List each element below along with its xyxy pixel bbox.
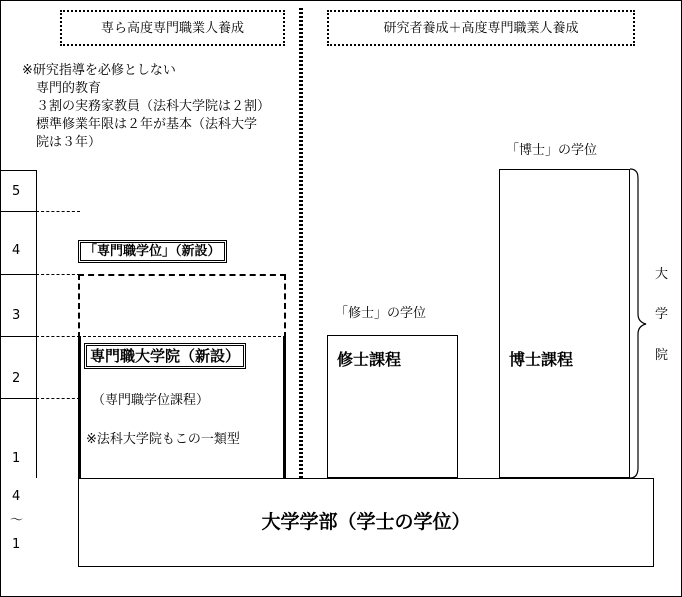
doctor-course-title: 博士課程 xyxy=(509,350,574,369)
note-line-5: 院は３年） xyxy=(36,135,102,150)
scale-tick xyxy=(0,398,36,399)
scale-tick xyxy=(0,336,36,337)
grad-bracket-char-2: 学 xyxy=(655,307,669,322)
header-professional-only: 専ら高度専門職業人養成 xyxy=(60,10,285,46)
scale-label-3: 3 xyxy=(12,308,21,323)
central-divider xyxy=(299,8,303,478)
master-degree-label: 「修士」の学位 xyxy=(335,306,427,321)
undergrad-title: 大学学部（学士の学位） xyxy=(261,511,471,533)
scale-under-tilde: ～ xyxy=(10,513,24,528)
scale-dashed-guide xyxy=(36,211,80,212)
note-line-3: ３割の実務家教員（法科大学院は２割） xyxy=(36,99,271,114)
prof-school-title: 専門職大学院（新設） xyxy=(84,346,246,365)
scale-dashed-guide xyxy=(36,274,80,275)
prof-course-label: （専門職学位課程） xyxy=(92,393,210,408)
law-school-note: ※法科大学院もこの一類型 xyxy=(86,432,240,447)
new-degree-label: 「専門職学位」（新設） xyxy=(78,240,227,260)
header-research-and-professional: 研究者養成＋高度専門職業人養成 xyxy=(327,10,635,46)
scale-tick xyxy=(0,274,36,275)
scale-tick xyxy=(0,211,36,212)
master-course-title: 修士課程 xyxy=(337,350,402,369)
scale-tick xyxy=(0,170,36,171)
scale-axis xyxy=(36,170,37,478)
scale-label-5: 5 xyxy=(12,184,21,199)
scale-under-1: 1 xyxy=(12,537,21,552)
note-line-1: ※研究指導を必修としない xyxy=(22,63,176,78)
scale-label-1: 1 xyxy=(12,451,21,466)
grad-bracket-char-3: 院 xyxy=(655,348,669,363)
scale-dashed-guide xyxy=(36,398,80,399)
grad-bracket-char-1: 大 xyxy=(655,267,669,282)
doctor-course-box xyxy=(499,169,630,478)
scale-label-2: 2 xyxy=(12,371,21,386)
grad-school-bracket xyxy=(628,168,652,480)
scale-dashed-guide xyxy=(36,336,80,337)
optional-extra-year-box xyxy=(78,274,286,338)
doctor-degree-label: 「博士」の学位 xyxy=(506,143,598,158)
scale-under-4: 4 xyxy=(12,489,21,504)
scale-label-4: 4 xyxy=(12,243,21,258)
note-line-2: 専門的教育 xyxy=(36,81,102,96)
note-line-4: 標準修業年限は２年が基本（法科大学 xyxy=(36,117,258,132)
